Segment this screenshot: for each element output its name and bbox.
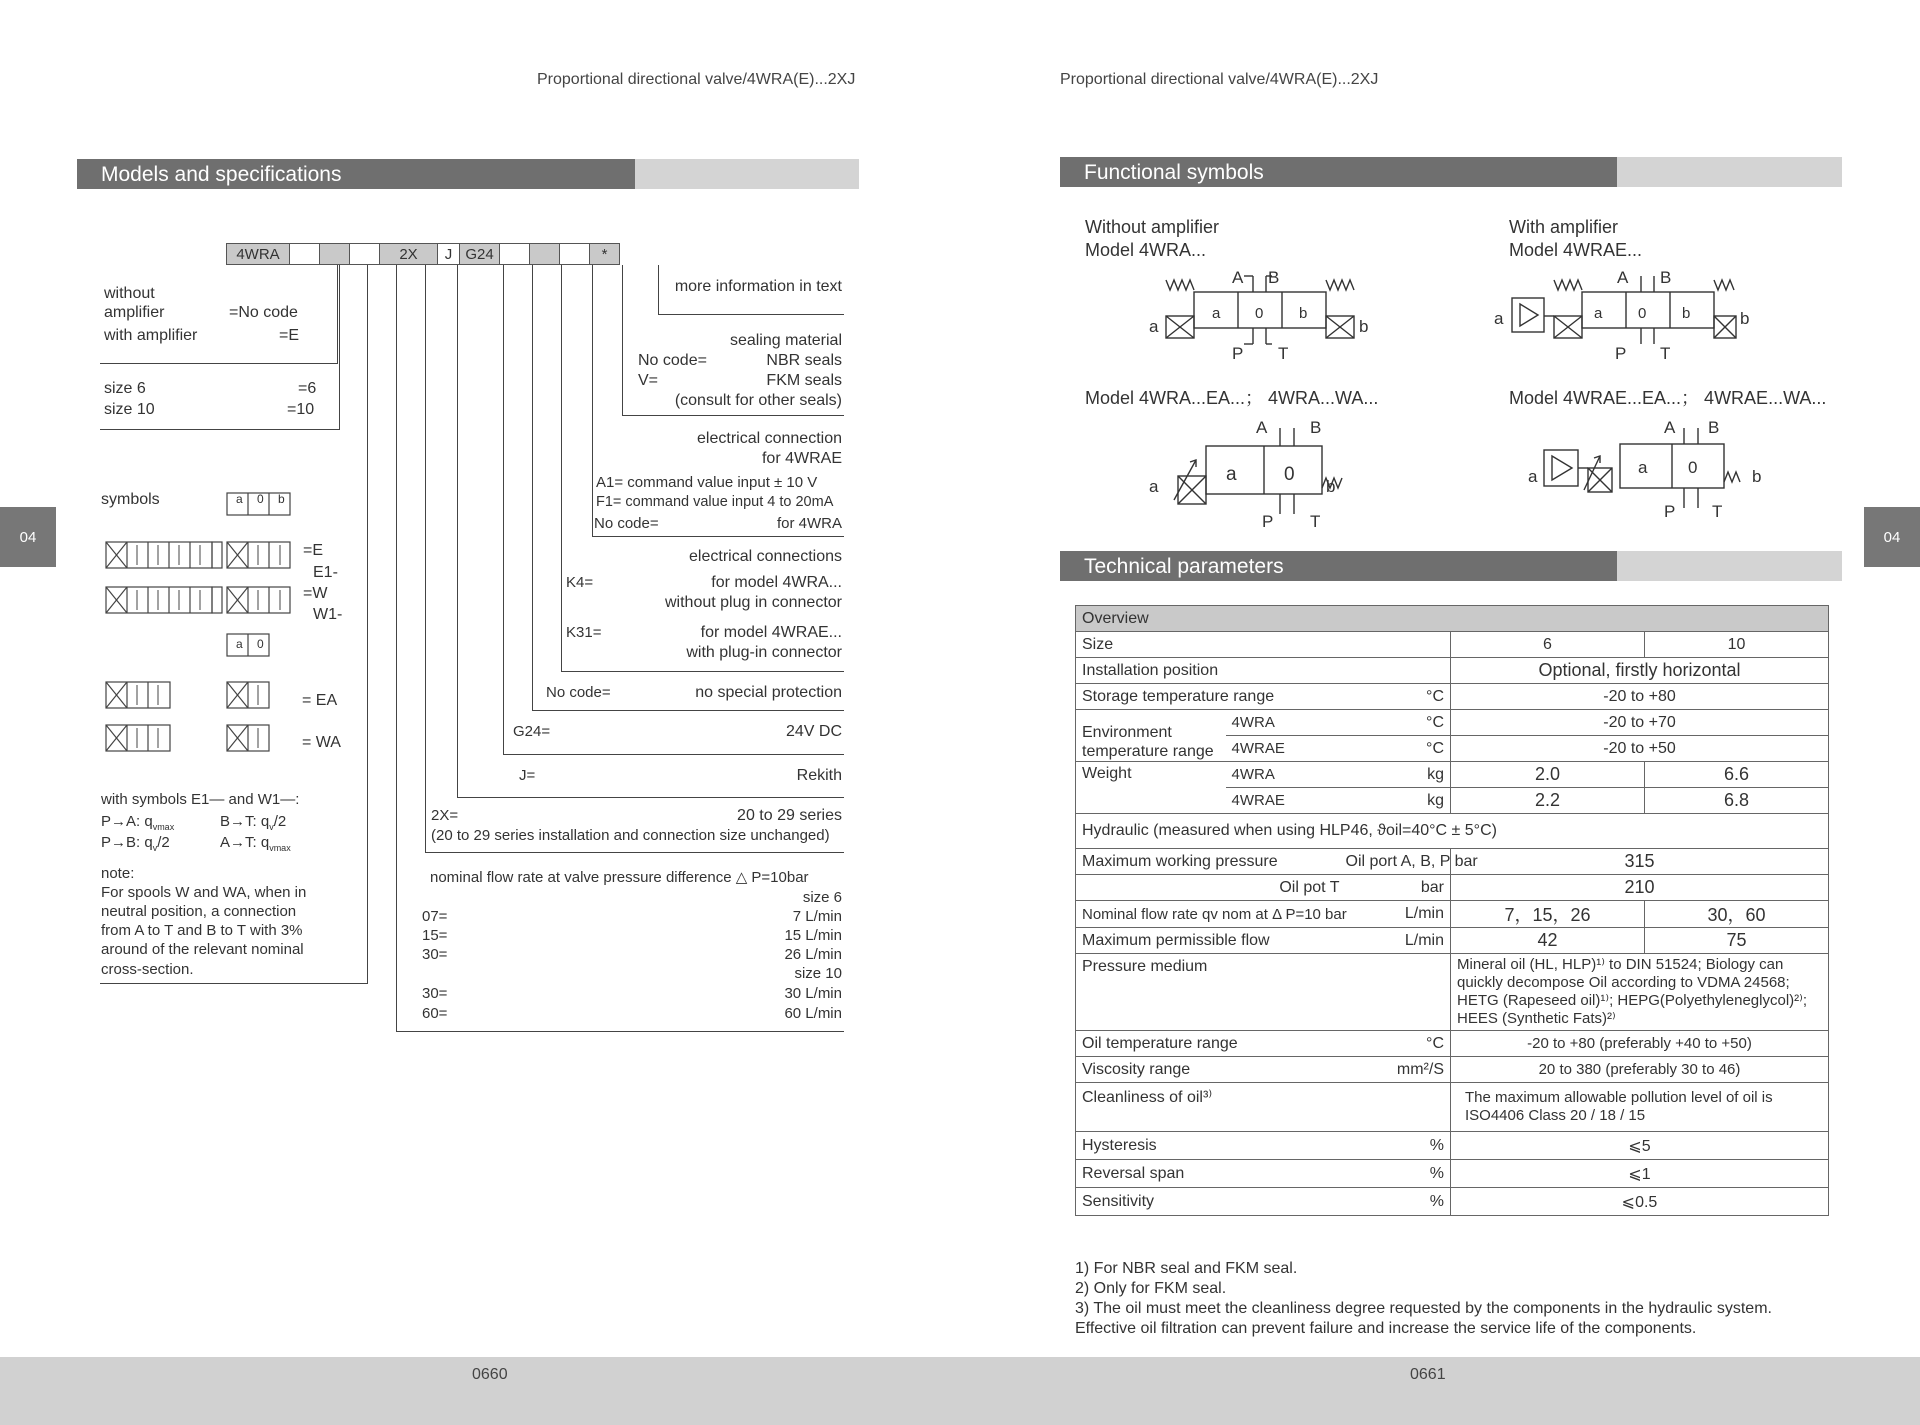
cleanliness-label: Cleanliness of oil³⁾: [1076, 1083, 1451, 1132]
g24-value: 24V DC: [785, 723, 842, 740]
max-flow-10: 75: [1645, 928, 1829, 954]
more-info-text: more information in text: [674, 278, 842, 295]
e1w1-row1b: B→T: $q_v/2$: [220, 813, 287, 832]
running-head-left: Proportional directional valve/4WRA(E)...2XJ: [537, 71, 856, 88]
sym2-b-cell: b: [1682, 305, 1691, 322]
sym2-0-cell: 0: [1638, 305, 1647, 322]
sym2-port-b: B: [1660, 268, 1672, 287]
hydraulic-row: Hydraulic (measured when using HLP46, ϑoil=40°C ± 5°C): [1076, 814, 1829, 849]
sensitivity-value: ⩽0.5: [1451, 1188, 1829, 1216]
symbol-w1-label: W1-: [313, 606, 343, 623]
model-ea-wa-left: Model 4WRA...EA...； 4WRA...WA...: [1085, 388, 1379, 408]
size-10: 10: [1645, 632, 1829, 658]
chapter-tab-left: 04: [0, 507, 56, 567]
spool-label-0-2: 0: [257, 637, 264, 651]
size-label: Size: [1076, 632, 1451, 658]
max-pressure-port-abp: Oil port A, B, P bar: [1346, 849, 1451, 875]
sym4-b-side: b: [1752, 467, 1762, 486]
elecs-k31-key: K31=: [566, 624, 602, 641]
note-line-1: For spools W and WA, when in: [101, 884, 307, 901]
weight-unit-2: kg: [1346, 788, 1451, 814]
reversal-value: ⩽1: [1451, 1160, 1829, 1188]
technical-section-title: Technical parameters: [1084, 555, 1284, 578]
nominal-flow-unit: L/min: [1346, 901, 1451, 928]
size6-label: size 6: [104, 380, 146, 397]
sym4-port-t: T: [1712, 502, 1723, 521]
flow-row-30-key: 30=: [422, 946, 448, 963]
amp-without-label-1: without: [104, 285, 155, 302]
e1w1-row2a: P→B: $q_v/2$: [101, 834, 170, 853]
elecs-k4-key: K4=: [566, 574, 594, 591]
flow-row-15-key: 15=: [422, 927, 448, 944]
sym1-a-cell: a: [1212, 305, 1221, 322]
flow-row-30b-key: 30=: [422, 985, 448, 1002]
env-label: Environment temperature range: [1076, 710, 1226, 762]
spool-label-a: a: [236, 492, 243, 506]
max-flow-label: Maximum permissible flow: [1076, 928, 1346, 954]
sym4-port-b: B: [1708, 418, 1720, 437]
note-line-3: from A to T and B to T with 3%: [101, 922, 303, 939]
flow-row-60-key: 60=: [422, 1005, 448, 1022]
elecs-k31-line2: with plug-in connector: [686, 644, 842, 661]
sym3-a-side: a: [1149, 477, 1159, 496]
amp-with-value: =E: [279, 327, 300, 344]
sym3-b-side: b: [1326, 477, 1336, 496]
storage-label: Storage temperature range: [1076, 684, 1346, 710]
size-6: 6: [1451, 632, 1645, 658]
e1w1-row2b: A→T: $q_{vmax}$: [220, 834, 291, 853]
max-flow-6: 42: [1451, 928, 1645, 954]
elec-sub: for 4WRAE: [761, 450, 842, 467]
sym1-port-b: B: [1268, 268, 1280, 287]
hysteresis-value: ⩽5: [1451, 1132, 1829, 1160]
weight-label: Weight: [1076, 762, 1226, 814]
running-head-right: Proportional directional valve/4WRA(E)...2XJ: [1060, 71, 1379, 88]
code-series-text: 2X: [399, 245, 418, 263]
j-value: Rekith: [796, 767, 842, 784]
wo-amp-model: Model 4WRA...: [1085, 240, 1207, 260]
flow-row-15-value: 15 L/min: [784, 927, 842, 944]
functional-section-title: Functional symbols: [1084, 161, 1264, 184]
w-amp-model: Model 4WRAE...: [1509, 240, 1643, 260]
code-cell-j: J: [438, 243, 460, 265]
e1w1-heading: with symbols E1— and W1—:: [101, 791, 300, 808]
sym2-port-t: T: [1660, 344, 1671, 363]
weight-4wra-6: 2.0: [1451, 762, 1645, 788]
elecs-k4-line2: without plug in connector: [665, 594, 842, 611]
spool-label-a-2: a: [236, 637, 243, 651]
nominal-flow-6: 7，15，26: [1451, 901, 1645, 928]
symbol-wa-label: = WA: [302, 734, 341, 751]
installation-value: Optional, firstly horizontal: [1451, 658, 1829, 684]
reversal-label: Reversal span: [1076, 1160, 1346, 1188]
code-cell-size: [320, 243, 350, 265]
max-flow-unit: L/min: [1346, 928, 1451, 954]
max-pressure-label: Maximum working pressure: [1076, 849, 1346, 875]
oil-temp-unit: °C: [1346, 1031, 1451, 1057]
note-label: note:: [101, 865, 135, 882]
symbol-w-label: =W: [303, 585, 328, 602]
storage-value: -20 to +80: [1451, 684, 1829, 710]
elec-f1: F1= command value input 4 to 20mA: [596, 494, 834, 510]
amp-without-label-2: amplifier: [104, 304, 165, 321]
sym1-port-p: P: [1232, 344, 1244, 363]
code-cell-seal: [560, 243, 590, 265]
flow-row-30-value: 26 L/min: [784, 946, 842, 963]
technical-parameters-table: [1075, 605, 1829, 1216]
max-pressure-port-t: Oil pot T: [1226, 875, 1346, 901]
page-number-right: 0661: [1410, 1366, 1446, 1383]
max-pressure-spacer: [1076, 875, 1226, 901]
weight-4wra-10: 6.6: [1645, 762, 1829, 788]
env-4wrae: 4WRAE: [1226, 736, 1346, 762]
footnote-2: 2) Only for FKM seal.: [1075, 1280, 1227, 1297]
sym1-port-t: T: [1278, 344, 1289, 363]
sensitivity-unit: %: [1346, 1188, 1451, 1216]
hysteresis-unit: %: [1346, 1132, 1451, 1160]
symbol-e-label: =E: [303, 542, 324, 559]
elec-nocode-value: for 4WRA: [776, 515, 842, 532]
sym3-port-t: T: [1310, 512, 1321, 531]
symbol-e1-label: E1-: [313, 564, 338, 581]
env-value-1: -20 to +70: [1451, 710, 1829, 736]
sym3-a-cell: a: [1226, 464, 1237, 485]
sealing-nocode-value: NBR seals: [766, 352, 842, 369]
sym1-a-side: a: [1149, 317, 1159, 336]
series-note: (20 to 29 series installation and connection size unchanged): [431, 827, 830, 844]
model-ea-wa-right: Model 4WRAE...EA...； 4WRAE...WA...: [1509, 388, 1827, 408]
note-line-4: around of the relevant nominal: [101, 941, 304, 958]
models-section-header: [77, 159, 859, 189]
code-cell-protection: [500, 243, 530, 265]
series-key: 2X=: [431, 807, 459, 824]
code-cell-amplifier: [290, 243, 320, 265]
weight-4wra: 4WRA: [1226, 762, 1346, 788]
elecs-title: electrical connections: [689, 548, 842, 565]
installation-label: Installation position: [1076, 658, 1451, 684]
wo-amp-title: Without amplifier: [1085, 217, 1220, 237]
medium-label: Pressure medium: [1076, 954, 1451, 1031]
note-line-5: cross-section.: [101, 961, 194, 978]
flow-size10: size 10: [794, 965, 842, 982]
viscosity-label: Viscosity range: [1076, 1057, 1346, 1083]
sym2-b-side: b: [1740, 309, 1750, 328]
note-line-2: neutral position, a connection: [101, 903, 297, 920]
env-value-2: -20 to +50: [1451, 736, 1829, 762]
sym3-port-b: B: [1310, 418, 1322, 437]
series-value: 20 to 29 series: [737, 807, 842, 824]
amp-without-value: =No code: [229, 304, 298, 321]
sym3-0-cell: 0: [1284, 464, 1295, 485]
protection-value: no special protection: [695, 684, 842, 701]
flow-row-07-key: 07=: [422, 908, 448, 925]
sym4-port-p: P: [1664, 502, 1676, 521]
oil-temp-value: -20 to +80 (preferably +40 to +50): [1451, 1031, 1829, 1057]
page-number-left: 0660: [472, 1366, 508, 1383]
sym2-a-cell: a: [1594, 305, 1603, 322]
elecs-k31-line1: for model 4WRAE...: [700, 624, 842, 641]
code-cell-elec: [530, 243, 560, 265]
sym1-port-a: A: [1232, 268, 1244, 287]
code-cell-more: *: [590, 243, 620, 265]
overview-row: Overview: [1076, 606, 1829, 632]
sealing-note: (consult for other seals): [674, 392, 842, 409]
size6-value: =6: [298, 380, 317, 397]
sealing-v-key: V=: [638, 372, 659, 389]
flow-row-30b-value: 30 L/min: [784, 985, 842, 1002]
flow-row-60-value: 60 L/min: [784, 1005, 842, 1022]
medium-value: Mineral oil (HL, HLP)¹⁾ to DIN 51524; Biology can quickly decompose Oil according to VDMA 24568; HETG (Rapeseed oil)¹⁾; HEPG(Polyethyleneglycol)²⁾; HEES (Synthetic Fats)²⁾: [1451, 954, 1829, 1031]
code-cell-symbol: [350, 243, 380, 265]
viscosity-unit: mm²/S: [1346, 1057, 1451, 1083]
elec-nocode-key: No code=: [594, 515, 659, 532]
amp-with-label: with amplifier: [104, 327, 198, 344]
flow-size6: size 6: [802, 889, 842, 906]
env-unit-2: °C: [1346, 736, 1451, 762]
symbol-ea-label: = EA: [302, 692, 338, 709]
elecs-k4-line1: for model 4WRA...: [711, 574, 842, 591]
sym4-port-a: A: [1664, 418, 1676, 437]
env-4wra: 4WRA: [1226, 710, 1346, 736]
sym1-0-cell: 0: [1255, 305, 1264, 322]
model-code-strip: [226, 243, 620, 265]
w-amp-title: With amplifier: [1509, 217, 1619, 237]
spool-label-b: b: [278, 492, 285, 506]
chapter-tab-right: 04: [1864, 507, 1920, 567]
sym4-0-cell: 0: [1688, 458, 1698, 477]
max-pressure-unit-t: bar: [1346, 875, 1451, 901]
sym3-port-a: A: [1256, 418, 1268, 437]
technical-section-header: [1060, 551, 1842, 581]
e1w1-row1a: P→A: $q_{vmax}$: [101, 813, 175, 832]
env-unit-1: °C: [1346, 710, 1451, 736]
sealing-title: sealing material: [729, 332, 842, 349]
oil-temp-label: Oil temperature range: [1076, 1031, 1346, 1057]
symbols-label: symbols: [101, 491, 160, 508]
weight-4wrae-10: 6.8: [1645, 788, 1829, 814]
cleanliness-value: The maximum allowable pollution level of oil is ISO4406 Class 20 / 18 / 15: [1451, 1083, 1829, 1132]
protection-key: No code=: [546, 684, 611, 701]
sensitivity-label: Sensitivity: [1076, 1188, 1346, 1216]
functional-section-header: [1060, 157, 1842, 187]
viscosity-value: 20 to 380 (preferably 30 to 46): [1451, 1057, 1829, 1083]
sym2-a-side: a: [1494, 309, 1504, 328]
footnote-3: 3) The oil must meet the cleanliness degree requested by the components in the hydraulic system.: [1075, 1300, 1772, 1317]
storage-unit: °C: [1346, 684, 1451, 710]
max-pressure-value-2: 210: [1451, 875, 1829, 901]
sym1-b-side: b: [1359, 317, 1369, 336]
code-cell-series: [380, 243, 438, 265]
nominal-flow-label: Nominal flow rate qv nom at Δ P=10 bar: [1076, 901, 1346, 928]
spool-label-0: 0: [257, 492, 264, 506]
hysteresis-label: Hysteresis: [1076, 1132, 1346, 1160]
models-section-title: Models and specifications: [101, 163, 342, 186]
sym2-port-a: A: [1617, 268, 1629, 287]
g24-key: G24=: [513, 723, 551, 740]
flow-title: nominal flow rate at valve pressure difference △ P=10bar: [430, 869, 809, 886]
weight-unit-1: kg: [1346, 762, 1451, 788]
size10-label: size 10: [104, 401, 155, 418]
sym3-port-p: P: [1262, 512, 1274, 531]
weight-4wrae-6: 2.2: [1451, 788, 1645, 814]
reversal-unit: %: [1346, 1160, 1451, 1188]
sym1-b-cell: b: [1299, 305, 1308, 322]
elec-title: electrical connection: [697, 430, 842, 447]
elec-a1: A1= command value input ± 10 V: [596, 474, 818, 491]
page-footer-band: [0, 1357, 1920, 1425]
sym4-a-cell: a: [1638, 458, 1648, 477]
sealing-nocode-key: No code=: [638, 352, 707, 369]
code-cell-4wra: 4WRA: [226, 243, 290, 265]
sealing-v-value: FKM seals: [766, 372, 842, 389]
sym4-a-side: a: [1528, 467, 1538, 486]
footnote-4: Effective oil filtration can prevent failure and increase the service life of the components.: [1075, 1320, 1697, 1337]
sym2-port-p: P: [1615, 344, 1627, 363]
code-cell-g24: G24: [460, 243, 500, 265]
size10-value: =10: [287, 401, 315, 418]
flow-row-07-value: 7 L/min: [792, 908, 842, 925]
max-pressure-value-1: 315: [1451, 849, 1829, 875]
nominal-flow-10: 30，60: [1645, 901, 1829, 928]
j-key: J=: [519, 767, 536, 784]
footnote-1: 1) For NBR seal and FKM seal.: [1075, 1260, 1298, 1277]
weight-4wrae: 4WRAE: [1226, 788, 1346, 814]
